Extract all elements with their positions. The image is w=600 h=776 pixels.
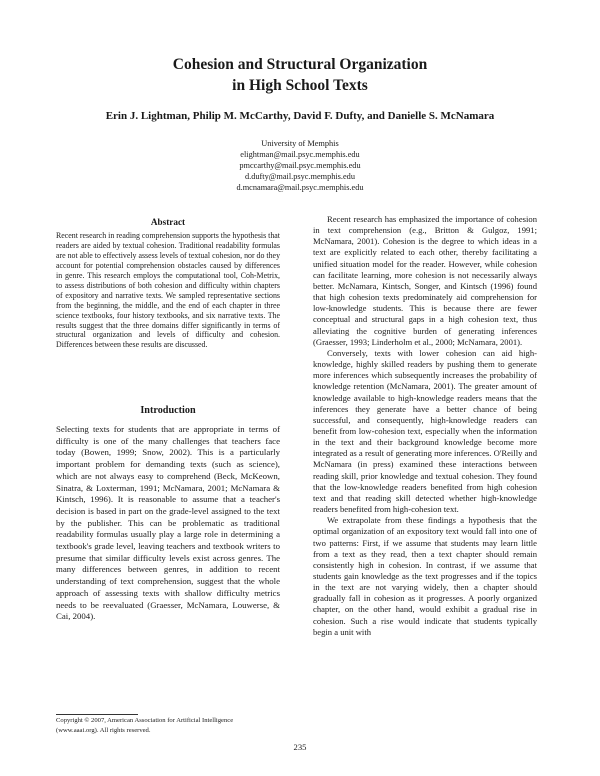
email-2: pmccarthy@mail.psyc.memphis.edu xyxy=(239,161,361,170)
title-line-2: in High School Texts xyxy=(232,77,368,94)
footnote-line-1: Copyright © 2007, American Association for Artificial Intelligence xyxy=(56,717,234,724)
email-4: d.mcnamara@mail.psyc.memphis.edu xyxy=(236,183,364,192)
introduction-heading: Introduction xyxy=(140,405,196,416)
copyright-footnote xyxy=(56,716,280,735)
abstract-heading: Abstract xyxy=(150,217,186,227)
author-list: Erin J. Lightman, Philip M. McCarthy, David F. Dufty, and Danielle S. McNamara xyxy=(105,110,495,122)
footnote-rule xyxy=(56,714,138,715)
introduction-section xyxy=(56,424,280,623)
body-paragraph-1: Recent research has emphasized the importance of cohesion in text comprehension (e.g., Britton & Gulgoz, 1991; McNamara, 2001). Cohesion is the degree to which ideas in a text are explicitly related to each other, thereby facilitating a unified situation model for the reader. However, while cohesion can facilitate learning, more cohesion is not necessarily always better. McNamara, Kintsch, Songer, and Kintsch (1996) found that high cohesion texts predominately aid comprehension for low-knowledge students. This is because there are fewer conceptual and structural gaps in a high cohesion text, thus alleviating the cognitive burden of generating inferences (Graesser, 1993; Linderholm et al., 2000; McNamara, 2001). xyxy=(313,214,537,347)
affiliation: University of Memphis xyxy=(261,139,339,148)
abstract-text: Recent research in reading comprehension supports the hypothesis that readers are aided by textual cohesion. Traditional readability formulas are not able to effectively assess levels of textual cohesion, nor do they account for potential comprehension obstacles caused by differences in genre. This research employs the computational tool, Coh-Metrix, to assess distributions of both cohesion and difficulty within chapters of expository and narrative texts. We sampled representative sections from the beginning, the middle, and the end of each chapter in three science textbooks, four history textbooks, and six narrative texts. The results suggest that the three domains differ significantly in terms of structural organization and levels of difficulty and cohesion. Differences between these results are discussed. xyxy=(56,230,281,350)
affiliation-block xyxy=(0,138,600,193)
paper-title xyxy=(0,54,600,96)
introduction-paragraph: Selecting texts for students that are appropriate in terms of difficulty is one of the many challenges that teachers face today (Bowen, 1999; Snow, 2002). This is a particularly important problem for demanding texts (such as science), which are not always easy to comprehend (Beck, McKeown, Sinatra, & Loxterman, 1991; McNamara, 2001; McNamara & Kintsch, 1996). It is reasonable to assume that a teacher's decision is based in part on the grade-level assigned to the text by the publisher. This can be problematic as traditional readability formulas usually play a large role in determining a textbook's grade level, leaving teachers and textbook writers to presume that similar difficulty levels exist across genres. The many differences between genres, in addition to recent understanding of text comprehension, suggest that the whole approach of assessing texts with shallow difficulty metrics needs to be reevaluated (Graesser, McNamara, Louwerse, & Cai, 2004). xyxy=(56,424,280,622)
email-1: elightman@mail.psyc.memphis.edu xyxy=(240,150,360,159)
abstract-section xyxy=(56,218,280,350)
body-paragraph-2: Conversely, texts with lower cohesion can aid high-knowledge, highly skilled readers by pushing them to generate more inferences which subsequently increases the probability of knowledge retention (McNamara, 2001). The greater amount of knowledge available to high-knowledge readers means that the inferences they generate have a better chance of being successful, and consequently, high-knowledge readers can benefit from low-cohesion text, especially when the information in the text and their background knowledge become more integrated as a result of generating more inferences. O'Reilly and McNamara (in press) examined these interactions between reading skill, prior knowledge and textual cohesion. They found that the low-knowledge readers benefited from high cohesion text and that reading skill detected whether high-knowledge readers benefited from high-cohesion text. xyxy=(313,347,537,515)
body-paragraph-3: We extrapolate from these findings a hypothesis that the optimal organization of an expository text would fall into one of two patterns: First, if we assume that students may learn little from a text as they read, then a text chapter should remain consistently high in cohesion. In contrast, if we assume that students gain knowledge as the text progresses and if the topics in the text are not varying widely, then a chapter should gradually fall in cohesion as it progresses. A poorly organized chapter, on the other hand, would exhibit a gradual rise in cohesion. Such a rise would indicate that students typically begin a unit with xyxy=(313,515,537,637)
right-column xyxy=(313,214,537,638)
footnote-line-2: (www.aaai.org). All rights reserved. xyxy=(56,726,151,734)
email-3: d.dufty@mail.psyc.memphis.edu xyxy=(245,172,355,181)
page-number: 235 xyxy=(293,742,307,752)
title-line-1: Cohesion and Structural Organization xyxy=(172,56,428,73)
